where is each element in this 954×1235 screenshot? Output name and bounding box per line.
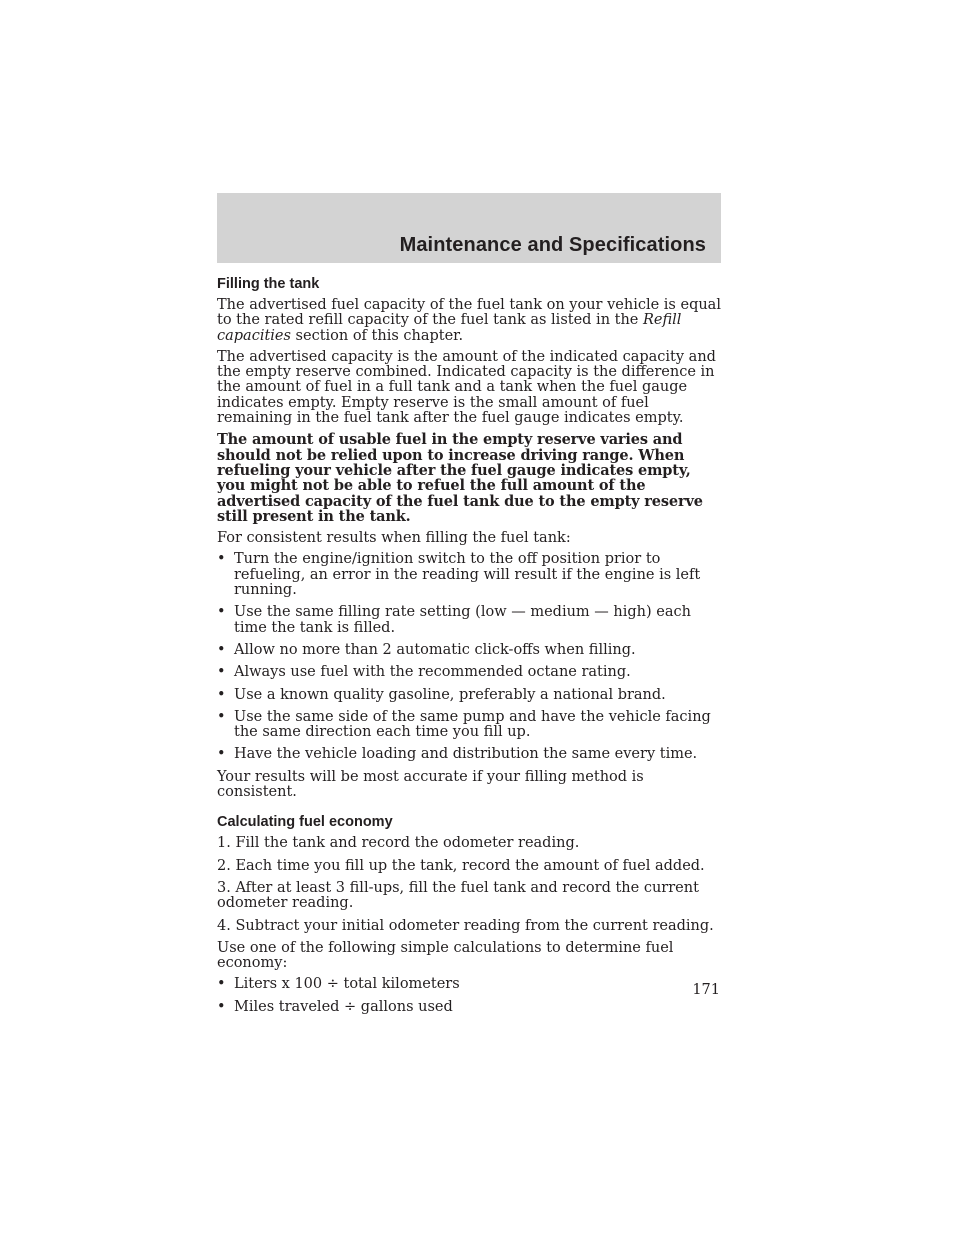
- paragraph-advertised-capacity: The advertised capacity is the amount of the indicated capacity and the empty reserve combined. Indicated capacity is the difference in the amount of fuel in a full tank and a tank when the fuel gauge indicates empty. Empty reserve is the small amount of fuel remaining in the fuel tank after the fuel gauge indicates empty.: [217, 348, 716, 427]
- step-item: 2. Each time you fill up the tank, record the amount of fuel added.: [217, 857, 705, 874]
- bullet-icon: •: [217, 976, 226, 993]
- warning-empty-reserve: The amount of usable fuel in the empty reserve varies and should not be relied upon to increase driving range. When refueling your vehicle after the fuel gauge indicates empty, you might not be able to refuel the full amount of the advertised capacity of the fuel tank due to the empty reserve still present in the tank.: [217, 431, 703, 525]
- section-heading-filling-the-tank: Filling the tank: [217, 276, 320, 292]
- list-item: [217, 665, 721, 680]
- paragraph-text: The advertised fuel capacity of the fuel tank on your vehicle is equal to the rated refill capacity of the fuel tank as listed in the: [217, 297, 721, 329]
- bullet-icon: •: [217, 604, 226, 621]
- bullet-icon: •: [217, 708, 226, 725]
- list-item: [217, 688, 721, 703]
- fuel-economy-steps-list: [217, 836, 721, 933]
- calculation-formulas-list: [217, 977, 721, 1015]
- bullet-icon: •: [217, 998, 226, 1015]
- list-item-text: Use the same filling rate setting (low — medium — high) each time the tank is filled.: [234, 604, 691, 636]
- bullet-icon: •: [217, 551, 226, 568]
- bullet-icon: •: [217, 664, 226, 681]
- list-item-text: Allow no more than 2 automatic click-offs when filling.: [234, 641, 636, 658]
- section-heading-calculating-fuel-economy: Calculating fuel economy: [217, 814, 393, 831]
- step-item: 3. After at least 3 fill-ups, fill the fuel tank and record the current odometer reading.: [217, 879, 699, 912]
- list-item: [217, 552, 721, 598]
- bullet-icon: •: [217, 686, 226, 703]
- page-number: 171: [692, 982, 720, 998]
- paragraph-text: section of this chapter.: [290, 327, 464, 344]
- list-item: [217, 710, 721, 741]
- step-item: 4. Subtract your initial odometer reading from the current reading.: [217, 917, 714, 934]
- paragraph-advertised-fuel-capacity: [217, 298, 721, 344]
- list-item: [217, 747, 721, 762]
- bullet-icon: •: [217, 746, 226, 763]
- paragraph-results-accuracy: Your results will be most accurate if your filling method is consistent.: [217, 768, 644, 801]
- list-item-text: Always use fuel with the recommended octane rating.: [234, 664, 631, 681]
- refill-capacities-reference: Refill capacities: [217, 312, 682, 344]
- list-item-text: Liters x 100 ÷ total kilometers: [234, 976, 460, 993]
- paragraph-calculations-intro: Use one of the following simple calculations to determine fuel economy:: [217, 939, 674, 972]
- list-item-text: Miles traveled ÷ gallons used: [234, 998, 453, 1015]
- list-item: [217, 977, 721, 992]
- chapter-header-band: [217, 193, 721, 263]
- list-item: [217, 605, 721, 636]
- list-item-text: Use the same side of the same pump and have the vehicle facing the same direction each time you fill up.: [234, 708, 711, 741]
- list-item-text: Use a known quality gasoline, preferably a national brand.: [234, 686, 666, 703]
- filling-tips-list: [217, 552, 721, 762]
- list-item-text: Turn the engine/ignition switch to the off position prior to refueling, an error in the reading will result if the engine is left running.: [234, 551, 701, 599]
- chapter-title: Maintenance and Specifications: [399, 234, 706, 256]
- list-item: [217, 1000, 721, 1015]
- list-item-text: Have the vehicle loading and distribution the same every time.: [234, 746, 698, 763]
- bullet-icon: •: [217, 641, 226, 658]
- page-content: [217, 276, 721, 1022]
- step-item: 1. Fill the tank and record the odometer reading.: [217, 835, 580, 852]
- paragraph-consistent-results-intro: For consistent results when filling the fuel tank:: [217, 530, 571, 547]
- list-item: [217, 643, 721, 658]
